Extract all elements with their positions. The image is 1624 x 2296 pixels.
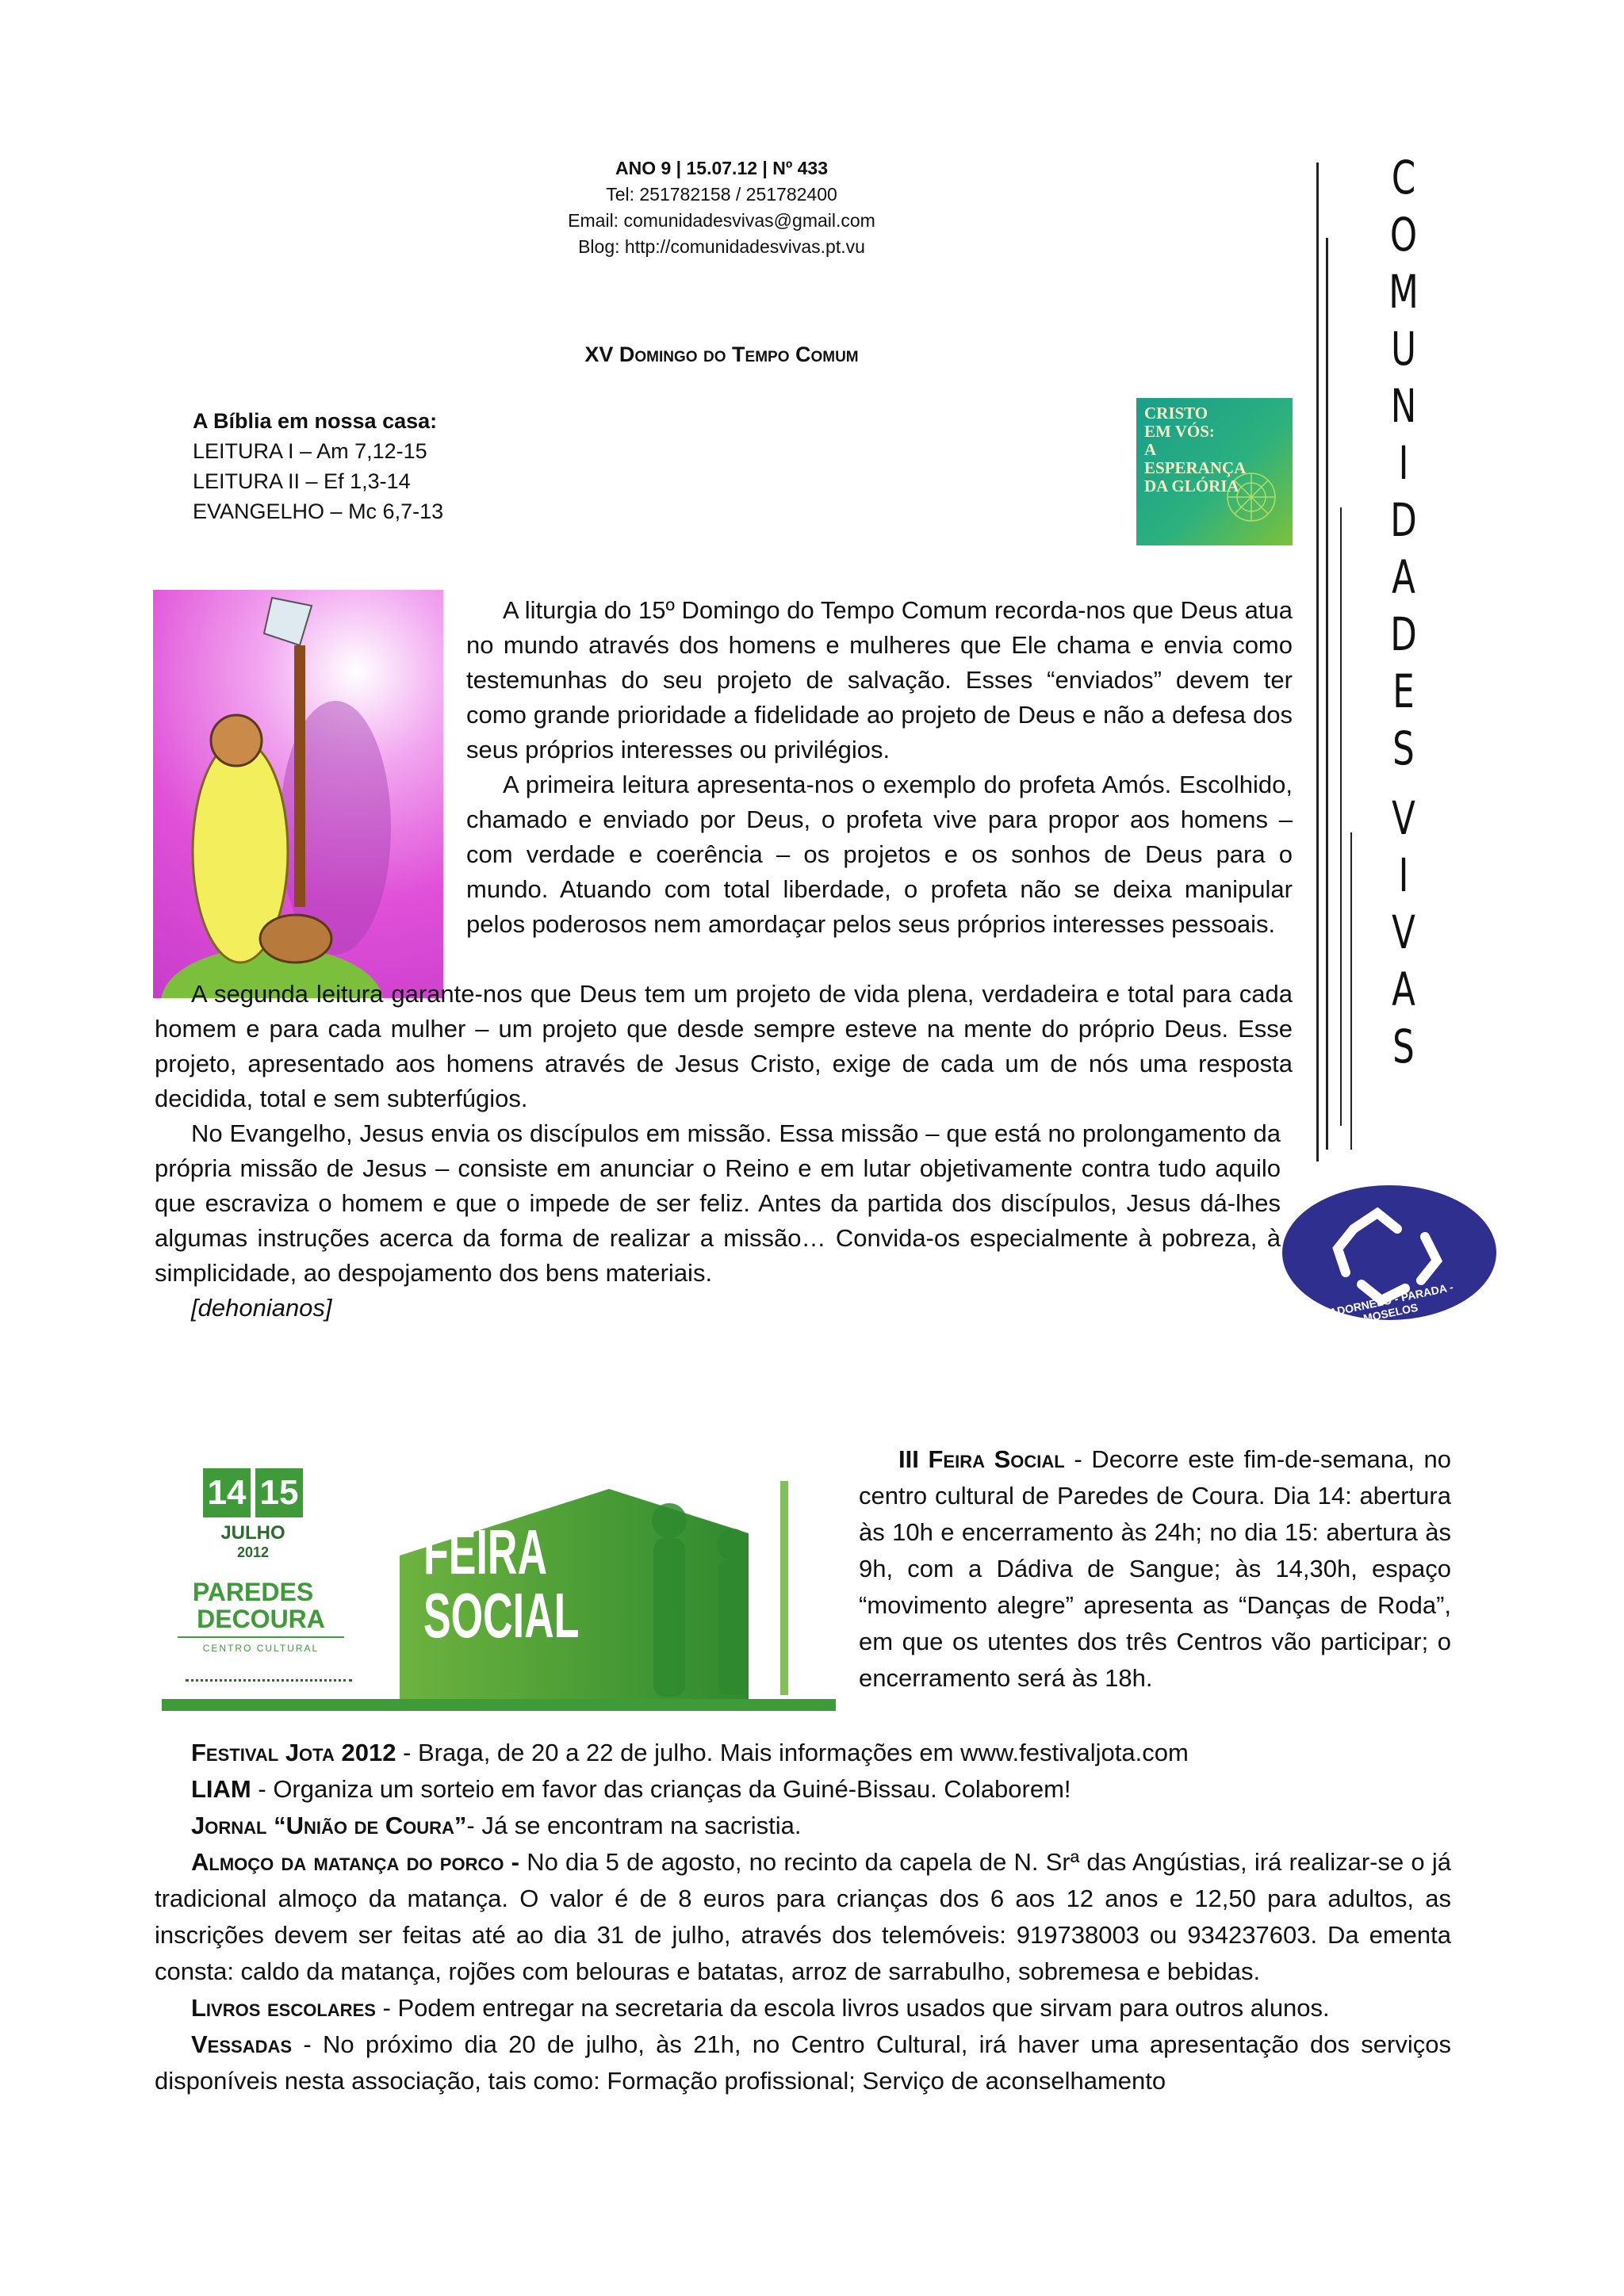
date-day-14: 14 [203,1468,251,1517]
logo-caption: PADORNELO - PARADA - MOSELOS [1321,1280,1455,1325]
source-credit: [dehonianos] [191,1294,332,1322]
news-text: No dia 5 de agosto, no recinto da capela de N. Srª das Angústias, irá realizar-se o já tradicional almoço da matança. O valor é de 8 euros para crianças dos 6 aos 12 anos e 12,50 para adultos, as inscrições devem ser feitas até ao dia 31 de julho, através dos telemóveis: 919738003 ou 934237603. Da ementa consta: caldo da matança, rojões com belouras e batatas, arroz de sarrabulho, sobremesa e bebidas. [155,1848,1451,1985]
masthead-letter: A [1392,550,1415,604]
news-text: - Braga, de 20 a 22 de julho. Mais informações em www.festivaljota.com [396,1739,1189,1766]
masthead-letter: N [1390,379,1417,433]
news-heading: Almoço da matança do porco - [191,1848,520,1876]
masthead-letter: M [1388,265,1419,319]
feira-social-banner [162,1457,836,1711]
masthead-letter: I [1398,848,1409,902]
news-heading: Vessadas [191,2030,293,2058]
reading-3: EVANGELHO – Mc 6,7-13 [193,499,444,523]
news-feira-social [859,1441,1451,1697]
news-heading: Livros escolares [191,1994,376,2022]
masthead-letter: D [1390,493,1417,547]
news-heading: LIAM [191,1775,251,1803]
news-text: - Organiza um sorteio em favor das crianças da Guiné-Bissau. Colaborem! [251,1775,1071,1803]
liturgy-paragraph-4: No Evangelho, Jesus envia os discípulos em missão. Essa missão – que está no prolongamento da própria missão de Jesus – consiste em anunciar o Reino e em lutar objetivamente contra tudo aquilo que escraviza o homem e que o impede de ser feliz. Antes da partida dos discípulos, Jesus dá-lhes algumas instruções acerca da forma de realizar a missão… Convida-os especialmente à pobreza, à simplicidade, ao despojamento dos bens materiais. [155,1119,1281,1287]
liturgy-paragraph-1: A liturgia do 15º Domingo do Tempo Comum recorda-nos que Deus atua no mundo através dos homens e mulheres que Ele chama e envia como testemunhas do seu projeto de salvação. Esses “enviados” devem ter como grande prioridade a fidelidade ao projeto de Deus e não a defesa dos seus próprios interesses ou privilégios. [466,596,1293,763]
masthead-letter: S [1392,721,1415,775]
liturgy-paragraph-3: A segunda leitura garante-nos que Deus tem um projeto de vida plena, verdadeira e total para cada homem e para cada mulher – um projeto que desde sempre esteve na mente do próprio Deus. Esse projeto, apresentado aos homens através de Jesus Cristo, exige de cada um de nós uma resposta decidida, total e sem subterfúgios. [155,980,1293,1112]
people-silhouettes-icon [606,1473,836,1711]
masthead-rule-4 [1350,832,1352,1150]
reading-1: LEITURA I – Am 7,12-15 [193,439,427,463]
masthead-letter: D [1390,607,1417,661]
badge-line-1: CRISTO [1144,404,1208,423]
town-line-2: DECOURA [197,1605,325,1633]
badge-line-5: DA GLÓRIA [1144,476,1239,496]
blog-line: Blog: http://comunidadesvivas.pt.vu [578,236,865,257]
social-word: SOCIAL [423,1580,580,1651]
masthead-letter: V [1392,905,1415,959]
liturgy-article [466,593,1293,942]
email-line: Email: comunidadesvivas@gmail.com [568,210,875,231]
masthead-rule-1 [1316,163,1319,1161]
sponsor-strip [186,1671,352,1682]
reading-2: LEITURA II – Ef 1,3-14 [193,469,411,493]
masthead-letter: A [1392,962,1415,1016]
liturgy-article-gospel [155,1116,1281,1326]
liturgy-paragraph-2: A primeira leitura apresenta-nos o exemplo do profeta Amós. Escolhido, chamado e enviado por Deus, o profeta vive para propor aos homens – com verdade e coerência – os projetos e os sonhos de Deus para o mundo. Atuando com total liberdade, o profeta não se deixa manipular pelos poderosos nem amordaçar pelos seus próprios interesses pessoais. [466,771,1293,938]
news-heading: Jornal “União de Coura” [191,1812,467,1839]
prophet-figure-icon [153,590,443,998]
masthead-rule-3 [1340,507,1342,1126]
town-line-1: PAREDES [192,1578,314,1606]
banner-divider [178,1636,344,1638]
masthead-letter: I [1398,436,1409,490]
date-year: 2012 [236,1544,270,1560]
masthead-letter: C [1391,151,1416,205]
theme-badge [1136,398,1293,545]
badge-line-3: A [1144,440,1157,459]
bible-heading: A Bíblia em nossa casa: [193,409,438,433]
masthead-info [476,155,967,260]
prophet-illustration [153,590,443,998]
masthead-letter: V [1392,791,1415,845]
feira-social-title [423,1517,580,1651]
page-title: XV Domingo do Tempo Comum [584,342,859,366]
phone-line: Tel: 251782158 / 251782400 [606,184,837,205]
masthead-letter: O [1389,208,1418,262]
masthead-letter: E [1392,664,1415,718]
parish-logo [1278,1181,1500,1324]
venue-label: CENTRO CULTURAL [202,1643,320,1654]
liturgy-article-continued [155,977,1293,1116]
news-text: - Decorre este fim-de-semana, no centro cultural de Paredes de Coura. Dia 14: abertura às 10h e encerramento às 24h; no dia 15: abertura às 9h, com a Dádiva de Sangue; às 14,30h, espaço “movimento alegre” apresenta as “Danças de Roda”, em que os utentes dos três Centros vão participar; o encerramento será às 18h. [859,1445,1451,1692]
news-heading: Festival Jota 2012 [191,1739,396,1766]
news-text: - No próximo dia 20 de julho, às 21h, no Centro Cultural, irá haver uma apresentação dos serviços disponíveis nesta associação, tais como: Formação profissional; Serviço de aconselhamento [155,2030,1451,2095]
badge-line-2: EM VÓS: [1144,422,1215,441]
news-heading: III Feira Social [898,1445,1065,1473]
date-month: JULHO [220,1522,285,1544]
banner-ground [162,1699,836,1711]
date-day-15: 15 [255,1468,303,1517]
masthead-letter: U [1391,322,1416,376]
news-text: - Podem entregar na secretaria da escola livros usados que sirvam para outros alunos. [375,1994,1330,2022]
news-list [155,1735,1451,2099]
feira-word: FEIRA [423,1517,547,1587]
bible-readings [193,406,443,526]
masthead-rule-2 [1326,238,1328,1150]
masthead-letter: S [1392,1020,1415,1073]
issue-line: ANO 9 | 15.07.12 | Nº 433 [615,158,829,178]
badge-line-4: ESPERANÇA [1144,458,1247,477]
news-text: - Já se encontram na sacristia. [466,1812,802,1839]
